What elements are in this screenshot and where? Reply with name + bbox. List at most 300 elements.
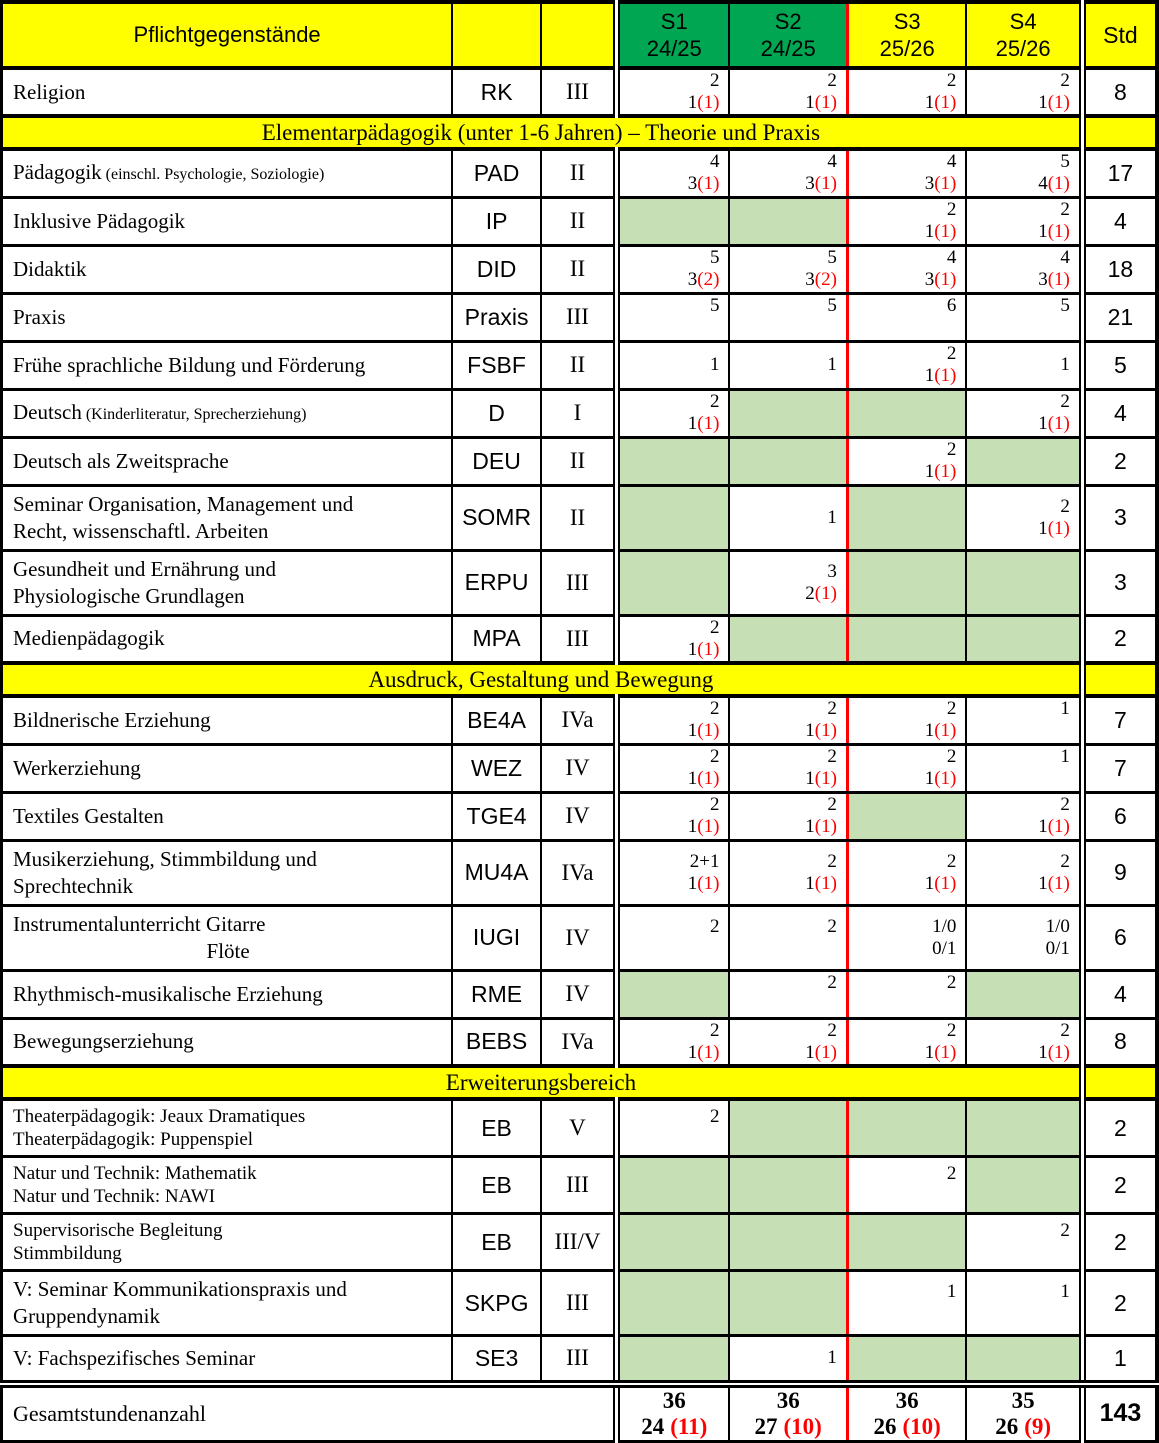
section-std-cell	[1082, 663, 1157, 696]
abbr-cell: ERPU	[452, 550, 541, 615]
value-cell-s4	[966, 792, 1082, 840]
value-cell-s1	[617, 744, 730, 792]
value-cell-s3	[847, 696, 966, 744]
total-line2-black: 27	[754, 1413, 778, 1439]
subject-row	[2, 293, 1158, 341]
cell-line2-red: (1)	[814, 768, 837, 789]
subject-name	[3, 907, 451, 969]
group-cell: III	[541, 550, 617, 615]
cell-line2-red: (1)	[934, 720, 957, 742]
cell-line1: 1	[827, 354, 837, 375]
abbr-cell: SE3	[452, 1336, 541, 1384]
cell-value	[849, 972, 965, 1016]
subject-name-cell	[2, 840, 453, 905]
cell-line2-black: 1	[924, 768, 935, 789]
cell-value	[849, 70, 965, 114]
cell-value	[620, 698, 728, 742]
group-cell: IV	[541, 905, 617, 970]
cell-value	[967, 698, 1078, 742]
subject-name-text: Didaktik	[13, 256, 87, 281]
std-cell: 8	[1082, 1018, 1157, 1066]
cell-line2	[688, 92, 720, 114]
subject-name-cell	[2, 245, 453, 293]
cell-line1: 6	[946, 295, 957, 316]
value-cell-s2	[729, 792, 847, 840]
abbr-cell: SKPG	[452, 1271, 541, 1336]
subject-name-cell	[2, 341, 453, 389]
subject-name-cell	[2, 970, 453, 1018]
cell-line1: 2+1	[689, 850, 720, 872]
value-cell-s3	[847, 840, 966, 905]
cell-line1: 2	[946, 1163, 957, 1184]
subject-name	[3, 842, 451, 904]
cell-line1: 2	[946, 698, 957, 720]
subject-row	[2, 437, 1158, 485]
cell-value	[620, 851, 728, 895]
value-cell-s4	[966, 1271, 1082, 1336]
subject-name-line1	[13, 159, 443, 188]
cell-line1: 4	[946, 151, 957, 173]
subject-row	[2, 245, 1158, 293]
cell-line2	[805, 873, 837, 895]
cell-line2	[925, 768, 957, 790]
group-cell: III	[541, 1271, 617, 1336]
cell-line2-black: 1	[805, 720, 815, 742]
blocked-cell-s1	[617, 197, 730, 245]
subject-name-line1	[13, 707, 443, 734]
cell-line2-red: (1)	[1047, 517, 1070, 539]
subject-name-text: Gesundheit und Ernährung und	[13, 556, 277, 581]
header-s4-year: 25/26	[995, 36, 1051, 61]
group-cell: V	[541, 1099, 617, 1157]
total-value-s2	[730, 1388, 845, 1440]
subject-name-text: Medienpädagogik	[13, 626, 165, 651]
cell-line1: 2	[946, 1019, 957, 1041]
header-abbr-empty	[452, 2, 541, 68]
subject-row	[2, 1271, 1158, 1336]
group-cell: III	[541, 68, 617, 116]
subject-name-text: Inklusive Pädagogik	[13, 208, 186, 233]
subject-name	[3, 487, 451, 549]
abbr-cell: IP	[452, 197, 541, 245]
cell-line2-red: (1)	[1047, 221, 1070, 242]
value-cell-s4	[966, 1384, 1082, 1442]
rows-body	[2, 2, 1158, 1441]
group-cell: III	[541, 293, 617, 341]
value-cell-s1	[617, 341, 730, 389]
cell-line1: 2	[709, 746, 720, 767]
cell-line2-red: (1)	[814, 872, 837, 894]
cell-value	[730, 507, 845, 529]
cell-value	[620, 794, 728, 838]
abbr-cell: DEU	[452, 437, 541, 485]
std-cell: 2	[1082, 615, 1157, 663]
subject-name-text: V: Seminar Kommunikationspraxis und	[13, 1277, 347, 1301]
std-cell: 9	[1082, 840, 1157, 905]
cell-line2-red: (1)	[697, 1041, 720, 1063]
section-row	[2, 1066, 1158, 1099]
subject-name-line2: Natur und Technik: NAWI	[13, 1186, 216, 1207]
cell-value	[967, 295, 1078, 339]
cell-value	[849, 698, 965, 742]
section-label: Elementarpädagogik (unter 1-6 Jahren) – Theorie und Praxis	[2, 116, 1083, 149]
cell-value	[967, 151, 1078, 195]
header-s3	[847, 2, 966, 68]
subject-name-cell	[2, 437, 453, 485]
subject-name-cell	[2, 68, 453, 116]
blocked-cell-s1	[617, 550, 730, 615]
cell-line2-black: 1	[924, 92, 935, 113]
abbr-cell: EB	[452, 1157, 541, 1214]
total-line2	[995, 1414, 1051, 1440]
cell-line2-red: (1)	[1047, 872, 1070, 894]
cell-line1: 2	[1060, 199, 1070, 220]
cell-line2	[1038, 816, 1070, 838]
std-cell: 3	[1082, 550, 1157, 615]
cell-line1: 4	[827, 151, 837, 173]
group-cell: IVa	[541, 696, 617, 744]
value-cell-s4	[966, 293, 1082, 341]
cell-line1: 2	[827, 70, 837, 91]
blocked-cell-s4	[966, 1157, 1082, 1214]
cell-line2-red: (1)	[697, 720, 720, 742]
subject-name-text: Supervisorische Begleitung	[13, 1220, 223, 1241]
cell-line2	[925, 269, 957, 291]
abbr-cell: RME	[452, 970, 541, 1018]
cell-line1: 1	[827, 1347, 837, 1369]
total-line2	[641, 1414, 707, 1440]
subject-name-cell	[2, 197, 453, 245]
cell-line1: 2	[1060, 1019, 1070, 1041]
cell-line1: 2	[709, 794, 720, 815]
subject-name	[3, 395, 451, 432]
cell-line2-black: 3	[687, 269, 698, 290]
cell-value	[849, 746, 965, 790]
subject-name-line1	[13, 755, 443, 782]
value-cell-s3	[847, 1157, 966, 1214]
cell-line2-red: (1)	[814, 1041, 837, 1063]
total-line2-black: 26	[873, 1413, 897, 1439]
cell-line2	[932, 938, 956, 960]
cell-line2-black: 1	[687, 92, 698, 113]
cell-value	[730, 561, 845, 605]
cell-line2-red: (1)	[934, 1041, 957, 1063]
cell-value	[967, 391, 1078, 435]
subject-name	[3, 75, 451, 110]
subject-name	[3, 155, 451, 192]
value-cell-s3	[847, 437, 966, 485]
header-s2	[729, 2, 847, 68]
cell-line2	[688, 173, 720, 195]
cell-line1: 2	[709, 915, 720, 937]
total-line1: 35	[1011, 1387, 1035, 1413]
subject-name-line1	[13, 803, 443, 830]
total-line2-red: (10)	[783, 1413, 822, 1439]
subject-name	[3, 552, 451, 614]
abbr-cell: MU4A	[452, 840, 541, 905]
blocked-cell-s2	[729, 437, 847, 485]
subject-name-text: Rhythmisch-musikalische Erziehung	[13, 981, 323, 1006]
group-cell: III	[541, 1157, 617, 1214]
cell-line2-black: 4	[1038, 173, 1048, 195]
group-cell: II	[541, 197, 617, 245]
cell-line2-black: 0/1	[1045, 937, 1070, 959]
total-value-s1	[620, 1388, 728, 1440]
std-cell: 7	[1082, 696, 1157, 744]
cell-line1: 2	[946, 439, 957, 460]
cell-line1: 2	[709, 70, 720, 91]
value-cell-s2	[729, 149, 847, 197]
std-cell: 3	[1082, 485, 1157, 550]
blocked-cell-s4	[966, 1336, 1082, 1384]
cell-line2-red: (2)	[814, 269, 837, 290]
value-cell-s1	[617, 792, 730, 840]
cell-line2	[688, 269, 720, 291]
cell-line1: 2	[1060, 794, 1070, 815]
section-label: Erweiterungsbereich	[2, 1066, 1083, 1099]
subject-name-line2: Flöte	[206, 938, 250, 963]
abbr-cell: BE4A	[452, 696, 541, 744]
cell-line2-black: 1	[924, 720, 935, 742]
blocked-cell-s1	[617, 1157, 730, 1214]
subject-name-cell	[2, 149, 453, 197]
subject-name	[3, 1272, 451, 1334]
cell-value	[967, 70, 1078, 114]
cell-line2	[688, 639, 720, 661]
cell-value	[967, 1281, 1078, 1325]
blocked-cell-s2	[729, 389, 847, 437]
std-cell: 4	[1082, 389, 1157, 437]
cell-line2-black: 1	[1038, 221, 1048, 242]
subject-row	[2, 970, 1158, 1018]
cell-line2-red: (1)	[934, 221, 957, 242]
cell-value	[849, 439, 965, 483]
value-cell-s1	[617, 840, 730, 905]
cell-line2-black: 1	[805, 768, 815, 789]
value-cell-s3	[847, 68, 966, 116]
cell-line2-black: 3	[805, 173, 815, 195]
subject-name	[3, 703, 451, 738]
subject-name-cell	[2, 485, 453, 550]
value-cell-s3	[847, 970, 966, 1018]
blocked-cell-s2	[729, 197, 847, 245]
cell-value	[730, 794, 845, 838]
value-cell-s4	[966, 1214, 1082, 1271]
group-cell: IVa	[541, 840, 617, 905]
abbr-cell: BEBS	[452, 1018, 541, 1066]
cell-line1: 2	[827, 850, 837, 872]
cell-line2	[688, 873, 720, 895]
section-label: Ausdruck, Gestaltung und Bewegung	[2, 663, 1083, 696]
cell-line2-black: 1	[924, 221, 935, 242]
subject-row	[2, 485, 1158, 550]
cell-line2-black: 1	[805, 1041, 815, 1063]
cell-line2-red: (1)	[697, 638, 720, 660]
subject-name-line1	[13, 1105, 443, 1128]
subject-name-line1	[13, 556, 443, 583]
std-cell: 18	[1082, 245, 1157, 293]
subject-name-cell	[2, 1157, 453, 1214]
group-cell: I	[541, 389, 617, 437]
cell-line2-red: (1)	[697, 768, 720, 789]
cell-line1: 2	[946, 972, 957, 993]
value-cell-s3	[847, 905, 966, 970]
value-cell-s1	[617, 1384, 730, 1442]
std-cell: 6	[1082, 792, 1157, 840]
value-cell-s4	[966, 197, 1082, 245]
blocked-cell-s1	[617, 1214, 730, 1271]
section-row	[2, 116, 1158, 149]
cell-line2-red: (1)	[697, 413, 720, 434]
cell-line2-red: (1)	[934, 92, 957, 113]
cell-line2-black: 1	[924, 1041, 935, 1063]
value-cell-s2	[729, 68, 847, 116]
blocked-cell-s3	[847, 389, 966, 437]
header-s4-label: S4	[1009, 9, 1037, 34]
blocked-cell-s3	[847, 1099, 966, 1157]
total-line2	[755, 1414, 822, 1440]
cell-line1: 4	[1060, 247, 1070, 268]
std-cell: 2	[1082, 1214, 1157, 1271]
subject-name	[3, 444, 451, 479]
subject-name-line1	[13, 846, 443, 873]
cell-value	[730, 972, 845, 1016]
header-s3-label: S3	[893, 9, 921, 34]
subject-name-line1	[13, 1162, 443, 1185]
cell-line2-black: 0/1	[932, 937, 957, 959]
subject-name-text: Theaterpädagogik: Jeaux Dramatiques	[13, 1106, 306, 1127]
total-line1: 36	[895, 1387, 919, 1413]
cell-line2-black: 1	[924, 461, 935, 482]
cell-line2	[805, 269, 837, 291]
subject-row	[2, 1157, 1158, 1214]
cell-line1: 2	[709, 1019, 720, 1041]
subject-row	[2, 615, 1158, 663]
subject-row	[2, 1018, 1158, 1066]
cell-line2-red: (1)	[697, 92, 720, 113]
subject-name-line2: Recht, wissenschaftl. Arbeiten	[13, 518, 269, 543]
cell-line1: 2	[1060, 1220, 1070, 1241]
value-cell-s2	[729, 840, 847, 905]
value-cell-s3	[847, 293, 966, 341]
subject-row	[2, 792, 1158, 840]
value-cell-s2	[729, 696, 847, 744]
subject-name-line1	[13, 208, 443, 235]
abbr-cell: EB	[452, 1214, 541, 1271]
header-s4	[966, 2, 1082, 68]
subject-row	[2, 149, 1158, 197]
cell-line1: 2	[827, 746, 837, 767]
header-s3-year: 25/26	[879, 36, 935, 61]
cell-line2	[688, 413, 720, 435]
cell-value	[730, 1020, 845, 1064]
value-cell-s4	[966, 840, 1082, 905]
value-cell-s2	[729, 1336, 847, 1384]
cell-line2-black: 3	[805, 269, 815, 290]
subject-name-text: Bildnerische Erziehung	[13, 707, 211, 732]
subject-name-line2: Gruppendynamik	[13, 1304, 160, 1328]
cell-line1: 5	[709, 295, 720, 316]
subject-name-line2: Physiologische Grundlagen	[13, 583, 245, 608]
cell-line2	[1038, 518, 1070, 540]
total-line2	[873, 1414, 940, 1440]
subject-name-line1	[13, 256, 443, 283]
blocked-cell-s2	[729, 1271, 847, 1336]
total-line2-red: (9)	[1024, 1413, 1052, 1439]
subject-row	[2, 1099, 1158, 1157]
subject-name-cell	[2, 1336, 453, 1384]
cell-line2-black: 3	[687, 173, 698, 195]
cell-value	[967, 247, 1078, 291]
subject-name-cell	[2, 696, 453, 744]
cell-line2	[1038, 1042, 1070, 1064]
cell-value	[967, 1220, 1078, 1264]
blocked-cell-s3	[847, 1214, 966, 1271]
subject-name-text: Pädagogik	[13, 159, 102, 184]
value-cell-s1	[617, 389, 730, 437]
value-cell-s3	[847, 1018, 966, 1066]
cell-value	[620, 151, 728, 195]
cell-line1: 2	[827, 1019, 837, 1041]
cell-line2-red: (1)	[934, 173, 957, 195]
group-cell: IV	[541, 970, 617, 1018]
value-cell-s2	[729, 1018, 847, 1066]
total-value-s3	[849, 1388, 965, 1440]
header-row	[2, 2, 1158, 68]
value-cell-s4	[966, 68, 1082, 116]
cell-line2-red: (2)	[697, 269, 720, 290]
header-pflichtgegenstaende: Pflichtgegenstände	[2, 2, 453, 68]
abbr-cell: MPA	[452, 615, 541, 663]
subject-name-line1	[13, 304, 443, 331]
value-cell-s1	[617, 149, 730, 197]
cell-value	[620, 70, 728, 114]
blocked-cell-s1	[617, 485, 730, 550]
cell-value	[849, 1163, 965, 1207]
value-cell-s1	[617, 1099, 730, 1157]
subject-name	[3, 1158, 451, 1212]
value-cell-s3	[847, 1384, 966, 1442]
cell-line2-black: 1	[924, 365, 935, 386]
subject-name	[3, 751, 451, 786]
cell-line2	[805, 583, 837, 605]
blocked-cell-s4	[966, 970, 1082, 1018]
subject-row	[2, 341, 1158, 389]
cell-value	[967, 199, 1078, 243]
subject-name-text: Textiles Gestalten	[13, 803, 164, 828]
cell-line1: 4	[946, 247, 957, 268]
value-cell-s3	[847, 245, 966, 293]
cell-value	[730, 295, 845, 339]
cell-line1: 2	[1060, 391, 1070, 412]
subject-name-text: Instrumentalunterricht Gitarre	[13, 911, 266, 936]
subject-row	[2, 840, 1158, 905]
abbr-cell: Praxis	[452, 293, 541, 341]
cell-value	[730, 1347, 845, 1369]
cell-value	[620, 746, 728, 790]
cell-line2	[688, 720, 720, 742]
value-cell-s2	[729, 905, 847, 970]
cell-value	[849, 343, 965, 387]
cell-value	[730, 698, 845, 742]
cell-line1: 2	[1060, 495, 1070, 517]
subject-name-cell	[2, 905, 453, 970]
group-cell: III/V	[541, 1214, 617, 1271]
subject-name	[3, 1101, 451, 1155]
cell-value	[730, 746, 845, 790]
cell-line2	[688, 768, 720, 790]
cell-line2-red: (1)	[934, 872, 957, 894]
